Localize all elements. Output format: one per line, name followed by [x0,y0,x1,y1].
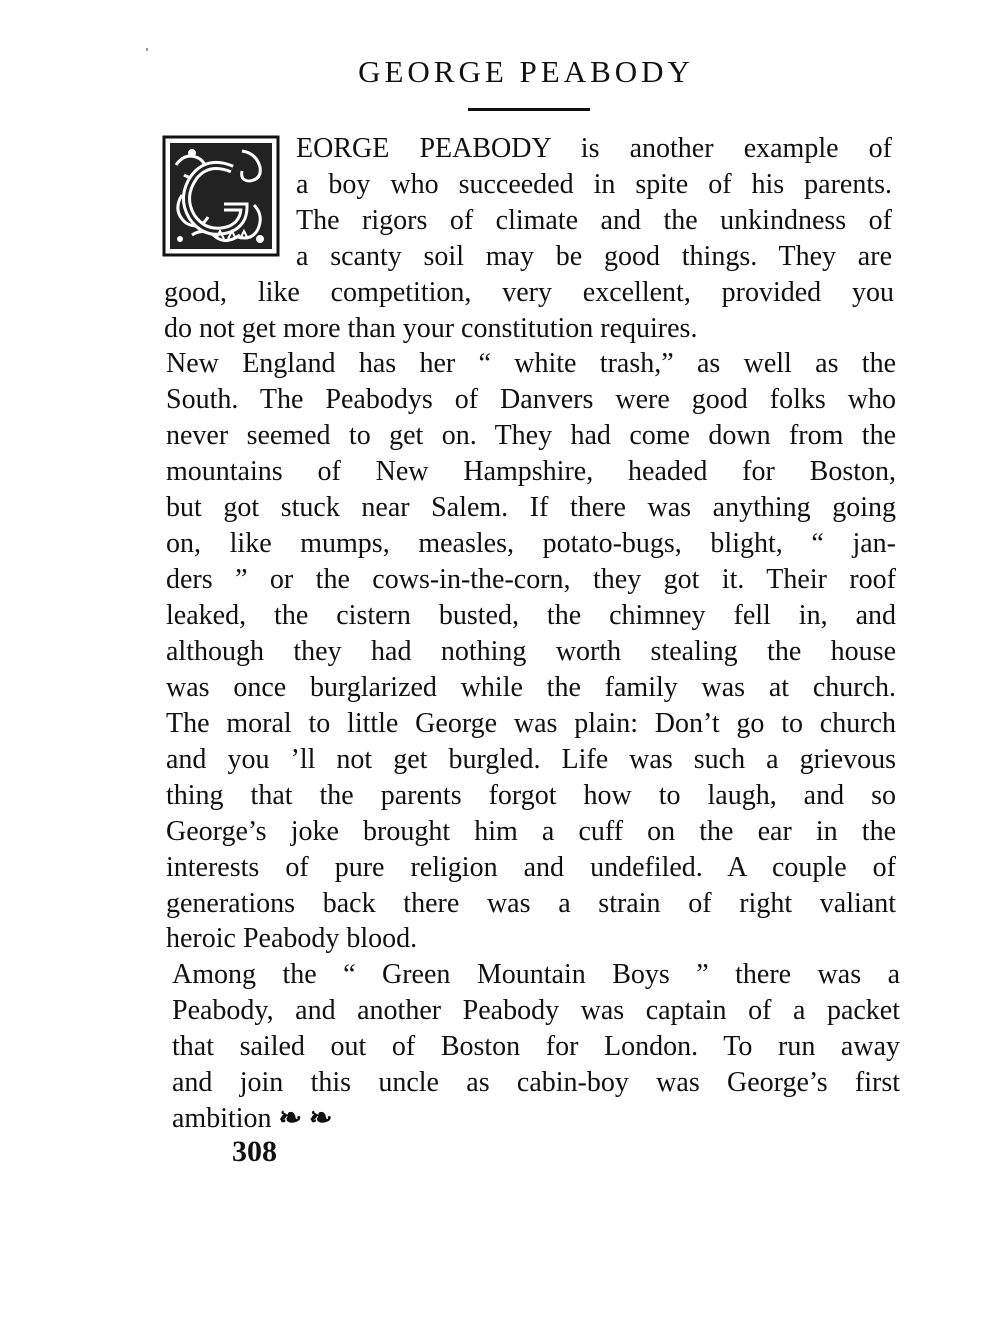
text-line: ders ” or the cows-in-the-corn, they got it. Their roof [166,564,896,595]
text-line: do not get more than your constitution requires. [164,313,698,344]
text-line: heroic Peabody blood. [166,923,418,954]
text-line: Peabody, and another Peabody was captain of a packet [172,995,900,1026]
text-line: generations back there was a strain of right valiant [166,888,896,919]
text-line: The moral to little George was plain: Don’t go to church [166,708,896,739]
text-line: interests of pure religion and undefiled. A couple of [166,852,896,883]
text-line: on, like mumps, measles, potato-bugs, blight, “ jan- [166,528,896,559]
ornamental-initial-g-icon [162,135,280,257]
text-line: ambition [172,1103,272,1134]
text-line: but got stuck near Salem. If there was anything going [166,492,896,523]
text-line: The rigors of climate and the unkindness of [296,205,892,236]
text-line: good, like competition, very excellent, provided you [164,277,894,308]
text-line: Among the “ Green Mountain Boys ” there was a [172,959,900,990]
running-head-title: GEORGE PEABODY [358,54,694,89]
text-line: and you ’ll not get burgled. Life was such a grievous [166,744,896,775]
text-line: mountains of New Hampshire, headed for Boston, [166,456,896,487]
text-line: a scanty soil may be good things. They are [296,241,892,272]
text-line: New England has her “ white trash,” as well as the [166,348,896,379]
text-line: never seemed to get on. They had come down from the [166,420,896,451]
fleuron-ornament-icon: ❧ ❧ [278,1103,333,1134]
text-line: a boy who succeeded in spite of his parents. [296,169,892,200]
page-number: 308 [232,1135,277,1168]
text-line: leaked, the cistern busted, the chimney fell in, and [166,600,896,631]
text-line: although they had nothing worth stealing the house [166,636,896,667]
text-line: EORGE PEABODY is another example of [296,133,892,164]
text-line: South. The Peabodys of Danvers were good folks who [166,384,896,415]
text-line: was once burglarized while the family was at church. [166,672,896,703]
text-line: thing that the parents forgot how to laugh, and so [166,780,896,811]
text-line-final [172,1101,900,1137]
text-line: George’s joke brought him a cuff on the ear in the [166,816,896,847]
header-rule [468,108,590,111]
text-line: that sailed out of Boston for London. To run away [172,1031,900,1062]
scan-speck [146,48,148,51]
text-line: and join this uncle as cabin-boy was George’s first [172,1067,900,1098]
